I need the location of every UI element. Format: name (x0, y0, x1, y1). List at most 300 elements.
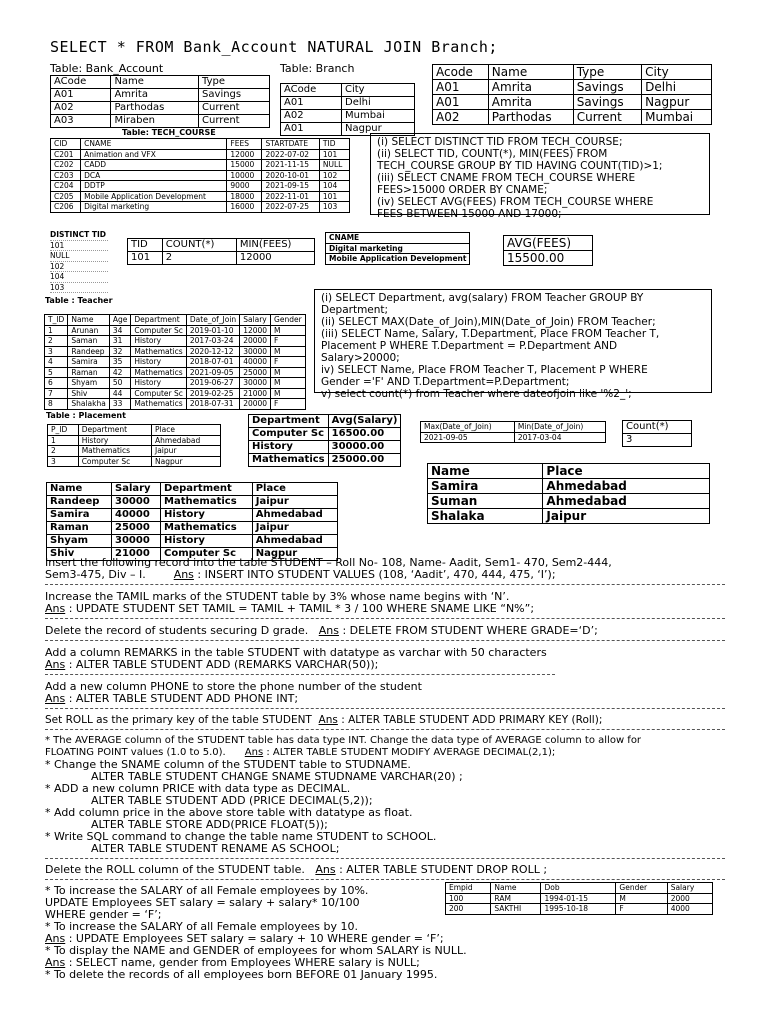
branch-table (280, 83, 415, 136)
table-cell: 32 (109, 346, 131, 357)
distinct-tid-list (50, 230, 108, 293)
table-header-cell: CNAME (81, 139, 227, 150)
placement-caption: Table : Placement (46, 411, 126, 420)
table-row (45, 378, 306, 389)
table-header-row (48, 425, 221, 436)
table-cell: 4000 (667, 904, 712, 915)
table-row (504, 251, 593, 266)
divider (45, 729, 725, 730)
table-cell: DDTP (81, 181, 227, 192)
dept-avg-table (248, 414, 401, 467)
table-cell: 40000 (112, 509, 161, 522)
table-cell: 1 (45, 325, 68, 336)
table-cell: Ahmedabad (252, 535, 337, 548)
table-cell: 42 (109, 367, 131, 378)
name-place-table (427, 463, 710, 524)
table-cell: 8 (45, 399, 68, 410)
table-header-row (623, 421, 692, 434)
max-min-table (420, 421, 606, 443)
table-cell: Mathematics (249, 454, 329, 467)
table-cell: 30000 (112, 496, 161, 509)
table-row (249, 428, 401, 441)
table-header-cell: Min(Date_of_Join) (514, 422, 605, 433)
table-row (326, 243, 470, 254)
table-header-cell: Place (252, 483, 337, 496)
table-cell: History (78, 435, 151, 446)
table-cell: 2019-01-10 (186, 325, 239, 336)
table-header-cell: Place (152, 425, 221, 436)
table-row (45, 346, 306, 357)
table-cell: A03 (51, 115, 111, 128)
tech-course-table (50, 138, 350, 213)
table-cell: Jaipur (152, 446, 221, 457)
table-row (48, 435, 221, 446)
table-header-cell: ACode (281, 84, 342, 97)
divider (45, 879, 725, 880)
sql-text: ALTER TABLE STUDENT CHANGE SNAME STUDNAME VARCHAR(20) ; (91, 770, 463, 783)
note-text: Sem3-475, Div – I. (45, 568, 146, 581)
table-cell: DCA (81, 170, 227, 181)
table-row (623, 434, 692, 447)
answer-text: : ALTER TABLE STUDENT ADD PHONE INT; (68, 692, 299, 705)
table-header-cell: Department (78, 425, 151, 436)
table-cell: Ahmedabad (252, 509, 337, 522)
ans-label: Ans (318, 624, 339, 637)
table-header-row (45, 315, 306, 326)
divider (45, 584, 725, 585)
teacher-table (44, 314, 306, 410)
table-row (45, 367, 306, 378)
table-cell: NULL (319, 160, 349, 171)
tech-query-line: (iii) SELECT CNAME FROM TECH_COURSE WHERE (377, 172, 636, 184)
table-cell: 4 (45, 357, 68, 368)
table-cell: SAKTHI (491, 904, 541, 915)
table-cell: History (161, 535, 253, 548)
tech-query-line: (i) SELECT DISTINCT TID FROM TECH_COURSE; (377, 136, 623, 148)
table-cell: 102 (319, 170, 349, 181)
note-text: * Add column price in the above store table with datatype as float. (45, 806, 413, 819)
table-cell: 101 (319, 149, 349, 160)
table-cell: 2021-09-05 (186, 367, 239, 378)
ans-label: Ans (45, 956, 66, 969)
divider (45, 708, 725, 709)
table-cell: History (131, 378, 187, 389)
placement-table (47, 424, 221, 467)
note-text: * The AVERAGE column of the STUDENT table has data type INT. Change the data type of AVERAGE column to allow for (45, 735, 642, 746)
table-cell: 2021-09-05 (421, 432, 515, 443)
table-row (281, 97, 415, 110)
count-table (622, 420, 692, 447)
table-header-row (326, 233, 470, 244)
table-cell: Raman (68, 367, 109, 378)
note-text: Increase the TAMIL marks of the STUDENT table by 3% whose name begins with ‘N’. (45, 590, 510, 603)
table-cell: History (161, 509, 253, 522)
table-header-cell: Name (491, 883, 541, 894)
table-header-cell: Salary (112, 483, 161, 496)
note-text: FLOATING POINT values (1.0 to 5.0). (45, 747, 226, 758)
bank-account-caption: Table: Bank_Account (50, 62, 164, 75)
distinct-tid-value: 104 (50, 272, 108, 283)
table-header-cell: Empid (446, 883, 491, 894)
table-cell: 2018-07-01 (186, 357, 239, 368)
table-header-row (128, 239, 315, 252)
table-cell: 20000 (240, 399, 271, 410)
table-cell: M (271, 367, 306, 378)
answer-text: : SELECT name, gender from Employees WHERE salary is NULL; (68, 956, 420, 969)
table-cell: A02 (51, 102, 111, 115)
table-row (51, 160, 350, 171)
tid-count-table (127, 238, 315, 265)
table-header-cell: Type (199, 76, 270, 89)
avg-fees-table (503, 235, 593, 266)
table-header-cell: Name (488, 65, 573, 80)
table-row (433, 80, 712, 95)
table-cell: C206 (51, 202, 81, 213)
table-cell: F (271, 336, 306, 347)
table-cell: Arunan (68, 325, 109, 336)
teacher-queries-box (314, 289, 712, 400)
table-header-cell: Salary (667, 883, 712, 894)
cname-result-table (325, 232, 470, 265)
table-cell: 2017-03-04 (514, 432, 605, 443)
table-cell: Randeep (68, 346, 109, 357)
table-row (51, 149, 350, 160)
answer-text: : DELETE FROM STUDENT WHERE GRADE=‘D’; (342, 624, 598, 637)
table-cell: Savings (199, 89, 270, 102)
table-header-row (421, 422, 606, 433)
table-cell: A01 (51, 89, 111, 102)
note-text: * To display the NAME and GENDER of employees for whom SALARY is NULL. (45, 944, 467, 957)
table-row (45, 325, 306, 336)
table-cell: Amrita (488, 95, 573, 110)
table-row (326, 254, 470, 265)
table-cell: Parthodas (488, 110, 573, 125)
table-cell: Computer Sc (249, 428, 329, 441)
table-header-cell: P_ID (48, 425, 79, 436)
table-row (249, 454, 401, 467)
answer-text: : INSERT INTO STUDENT VALUES (108, ‘Aadit’, 470, 444, 475, ‘I’); (197, 568, 556, 581)
table-header-cell: Type (573, 65, 641, 80)
ans-label: Ans (318, 714, 338, 726)
table-cell: 2019-06-27 (186, 378, 239, 389)
table-cell: 2022-07-25 (262, 202, 319, 213)
table-header-cell: Dob (541, 883, 616, 894)
teacher-query-line: v) select count(*) from Teacher where dateofjoin like '%2_'; (321, 388, 632, 400)
table-header-cell: Name (428, 464, 543, 479)
table-cell: M (271, 346, 306, 357)
table-cell: Mathematics (131, 367, 187, 378)
ans-label: Ans (45, 602, 66, 615)
table-row (128, 252, 315, 265)
table-cell: History (131, 357, 187, 368)
table-cell: A01 (281, 123, 342, 136)
table-cell: 6 (45, 378, 68, 389)
table-cell: Digital marketing (326, 243, 470, 254)
note-line (45, 603, 725, 615)
teacher-join-table (46, 482, 338, 561)
table-row (47, 509, 338, 522)
table-cell: M (271, 378, 306, 389)
table-cell: 50 (109, 378, 131, 389)
table-row (51, 170, 350, 181)
table-cell: 2021-09-15 (262, 181, 319, 192)
table-row (51, 115, 270, 128)
table-cell: 2000 (667, 893, 712, 904)
table-header-cell: Place (543, 464, 710, 479)
table-cell: 5 (45, 367, 68, 378)
ans-label: Ans (173, 568, 194, 581)
table-header-cell: Date_of_Join (186, 315, 239, 326)
table-cell: Nagpur (152, 456, 221, 467)
table-cell: Amrita (111, 89, 199, 102)
table-cell: C201 (51, 149, 81, 160)
table-row (51, 181, 350, 192)
table-header-cell: T_ID (45, 315, 68, 326)
note-text: * ADD a new column PRICE with data type as DECIMAL. (45, 782, 351, 795)
table-row (48, 446, 221, 457)
divider (45, 640, 725, 641)
table-cell: RAM (491, 893, 541, 904)
table-row (446, 904, 713, 915)
table-cell: CADD (81, 160, 227, 171)
sql-text: ALTER TABLE STORE ADD(PRICE FLOAT(5)); (91, 818, 328, 831)
table-header-cell: Department (131, 315, 187, 326)
table-cell: Computer Sc (161, 548, 253, 561)
table-cell: Mobile Application Development (81, 191, 227, 202)
table-row (45, 399, 306, 410)
teacher-query-line: Salary>20000; (321, 352, 400, 364)
table-row (428, 479, 710, 494)
table-header-cell: MIN(FEES) (236, 239, 314, 252)
table-header-row (47, 483, 338, 496)
table-header-row (446, 883, 713, 894)
table-cell: 40000 (240, 357, 271, 368)
join-result-table (432, 64, 712, 125)
table-header-cell: Gender (616, 883, 667, 894)
note-text: Insert the following record into the table STUDENT – Roll No- 108, Name- Aadit, Sem1- 470, Sem2-444, (45, 556, 612, 569)
table-cell: Shyam (47, 535, 112, 548)
teacher-query-line: Placement P WHERE T.Department = P.Department AND (321, 340, 618, 352)
table-cell: A01 (281, 97, 342, 110)
ans-label: Ans (45, 658, 66, 671)
employees-table (445, 882, 713, 915)
ans-label: Ans (45, 692, 66, 705)
table-cell: Mathematics (78, 446, 151, 457)
table-header-cell: Name (47, 483, 112, 496)
note-text: Delete the record of students securing D grade. (45, 624, 309, 637)
teacher-query-line: Gender ='F' AND T.Department=P.Department; (321, 376, 570, 388)
table-cell: 21000 (240, 388, 271, 399)
table-cell: 30000 (240, 378, 271, 389)
table-cell: C203 (51, 170, 81, 181)
distinct-tid-value: 101 (50, 241, 108, 252)
ans-label: Ans (315, 863, 336, 876)
distinct-tid-value: NULL (50, 251, 108, 262)
tech-queries-box (370, 133, 710, 220)
table-cell: Mathematics (161, 496, 253, 509)
table-header-row (51, 139, 350, 150)
table-header-cell: Name (68, 315, 109, 326)
tech-query-line: FEES>15000 ORDER BY CNAME; (377, 184, 548, 196)
table-cell: Delhi (642, 80, 712, 95)
table-cell: Delhi (342, 97, 415, 110)
table-cell: 12000 (227, 149, 262, 160)
branch-caption: Table: Branch (280, 62, 355, 75)
table-cell: Suman (428, 494, 543, 509)
table-cell: 34 (109, 325, 131, 336)
table-header-cell: Gender (271, 315, 306, 326)
ans-label: Ans (45, 932, 66, 945)
table-cell: A01 (433, 80, 489, 95)
table-cell: Shalaka (428, 509, 543, 524)
table-cell: 2 (162, 252, 236, 265)
table-cell: Raman (47, 522, 112, 535)
table-cell: 31 (109, 336, 131, 347)
table-cell: History (249, 441, 329, 454)
table-header-cell: City (342, 84, 415, 97)
table-cell: Savings (573, 95, 641, 110)
ans-label: Ans (244, 747, 264, 758)
table-cell: Current (199, 102, 270, 115)
page-title: SELECT * FROM Bank_Account NATURAL JOIN Branch; (50, 38, 498, 56)
note-text: Delete the ROLL column of the STUDENT table. (45, 863, 305, 876)
table-cell: 2017-03-24 (186, 336, 239, 347)
note-text: * Change the SNAME column of the STUDENT table to STUDNAME. (45, 758, 411, 771)
table-cell: 101 (319, 191, 349, 202)
table-cell: 30000.00 (328, 441, 401, 454)
table-cell: F (271, 357, 306, 368)
table-cell: 103 (319, 202, 349, 213)
tech-query-line: (ii) SELECT TID, COUNT(*), MIN(FEES) FROM (377, 148, 608, 160)
table-cell: Shiv (68, 388, 109, 399)
note-text: Set ROLL as the primary key of the table STUDENT (45, 714, 312, 726)
table-row (51, 102, 270, 115)
table-cell: 44 (109, 388, 131, 399)
note-text: * To increase the SALARY of all Female employees by 10%. (45, 884, 369, 897)
table-cell: 2 (45, 336, 68, 347)
teacher-query-line: Department; (321, 304, 389, 316)
table-cell: Nagpur (642, 95, 712, 110)
table-cell: A02 (281, 110, 342, 123)
teacher-caption: Table : Teacher (45, 296, 113, 305)
tech-query-line: FEES BETWEEN 15000 AND 17000; (377, 208, 562, 220)
teacher-query-line: (iii) SELECT Name, Salary, T.Department, Place FROM Teacher T, (321, 328, 660, 340)
table-cell: Mathematics (131, 399, 187, 410)
table-header-cell: AVG(FEES) (504, 236, 593, 251)
table-cell: 21000 (112, 548, 161, 561)
table-row (45, 388, 306, 399)
table-cell: Mumbai (342, 110, 415, 123)
table-header-row (504, 236, 593, 251)
answer-text: : ALTER TABLE STUDENT ADD PRIMARY KEY (Roll); (341, 714, 603, 726)
table-cell: 20000 (240, 336, 271, 347)
note-line (45, 864, 725, 876)
table-cell: 1994-01-15 (541, 893, 616, 904)
table-header-cell: STARTDATE (262, 139, 319, 150)
teacher-query-line: (ii) SELECT MAX(Date_of_Join),MIN(Date_of_Join) FROM Teacher; (321, 316, 656, 328)
table-cell: 2022-07-02 (262, 149, 319, 160)
table-cell: Mumbai (642, 110, 712, 125)
table-cell: 2020-10-01 (262, 170, 319, 181)
table-cell: F (271, 399, 306, 410)
table-cell: 30000 (112, 535, 161, 548)
table-cell: Ahmedabad (543, 479, 710, 494)
table-cell: M (271, 325, 306, 336)
distinct-tid-value: 102 (50, 262, 108, 273)
table-row (47, 496, 338, 509)
table-row (428, 509, 710, 524)
table-header-cell: TID (319, 139, 349, 150)
table-cell: M (271, 388, 306, 399)
note-line (45, 659, 725, 671)
table-cell: 30000 (240, 346, 271, 357)
table-row (51, 191, 350, 202)
table-cell: Samira (68, 357, 109, 368)
distinct-tid-value: 103 (50, 283, 108, 294)
table-cell: 25000 (112, 522, 161, 535)
table-row (433, 95, 712, 110)
table-header-cell: ACode (51, 76, 111, 89)
sql-text: ALTER TABLE STUDENT RENAME AS SCHOOL; (91, 842, 340, 855)
answer-text: : ALTER TABLE STUDENT MODIFY AVERAGE DECIMAL(2,1); (266, 747, 556, 758)
table-cell: Computer Sc (78, 456, 151, 467)
table-cell: Nagpur (342, 123, 415, 136)
table-cell: Computer Sc (131, 325, 187, 336)
table-header-row (433, 65, 712, 80)
answer-text: : ALTER TABLE STUDENT ADD (REMARKS VARCHAR(50)); (68, 658, 379, 671)
table-header-row (249, 415, 401, 428)
table-cell: 2019-02-25 (186, 388, 239, 399)
table-row (249, 441, 401, 454)
table-cell: 12000 (236, 252, 314, 265)
table-cell: Amrita (488, 80, 573, 95)
table-row (51, 89, 270, 102)
table-cell: 3 (623, 434, 692, 447)
table-header-cell: Department (249, 415, 329, 428)
table-cell: 12000 (240, 325, 271, 336)
note-text: * To increase the SALARY of all Female employees by 10. (45, 920, 358, 933)
table-cell: Samira (428, 479, 543, 494)
table-cell: 200 (446, 904, 491, 915)
note-text: * Write SQL command to change the table name STUDENT to SCHOOL. (45, 830, 437, 843)
table-row (51, 202, 350, 213)
table-cell: 2018-07-31 (186, 399, 239, 410)
divider (45, 858, 725, 859)
table-cell: Computer Sc (131, 388, 187, 399)
table-cell: 25000 (240, 367, 271, 378)
table-cell: 9000 (227, 181, 262, 192)
divider (45, 674, 555, 675)
sql-text: WHERE gender = ‘F’; (45, 908, 162, 921)
note-line (45, 625, 725, 637)
table-cell: Nagpur (252, 548, 337, 561)
table-cell: Current (573, 110, 641, 125)
table-header-cell: CID (51, 139, 81, 150)
table-row (421, 432, 606, 443)
table-header-cell: TID (128, 239, 163, 252)
note-text: Add a new column PHONE to store the phone number of the student (45, 680, 422, 693)
table-cell: 25000.00 (328, 454, 401, 467)
table-row (48, 456, 221, 467)
table-cell: A01 (433, 95, 489, 110)
note-text: Add a column REMARKS in the table STUDENT with datatype as varchar with 50 characters (45, 646, 547, 659)
table-cell: M (616, 893, 667, 904)
table-cell: 1995-10-18 (541, 904, 616, 915)
table-cell: History (131, 336, 187, 347)
table-row (45, 336, 306, 347)
table-cell: Shyam (68, 378, 109, 389)
table-row (428, 494, 710, 509)
